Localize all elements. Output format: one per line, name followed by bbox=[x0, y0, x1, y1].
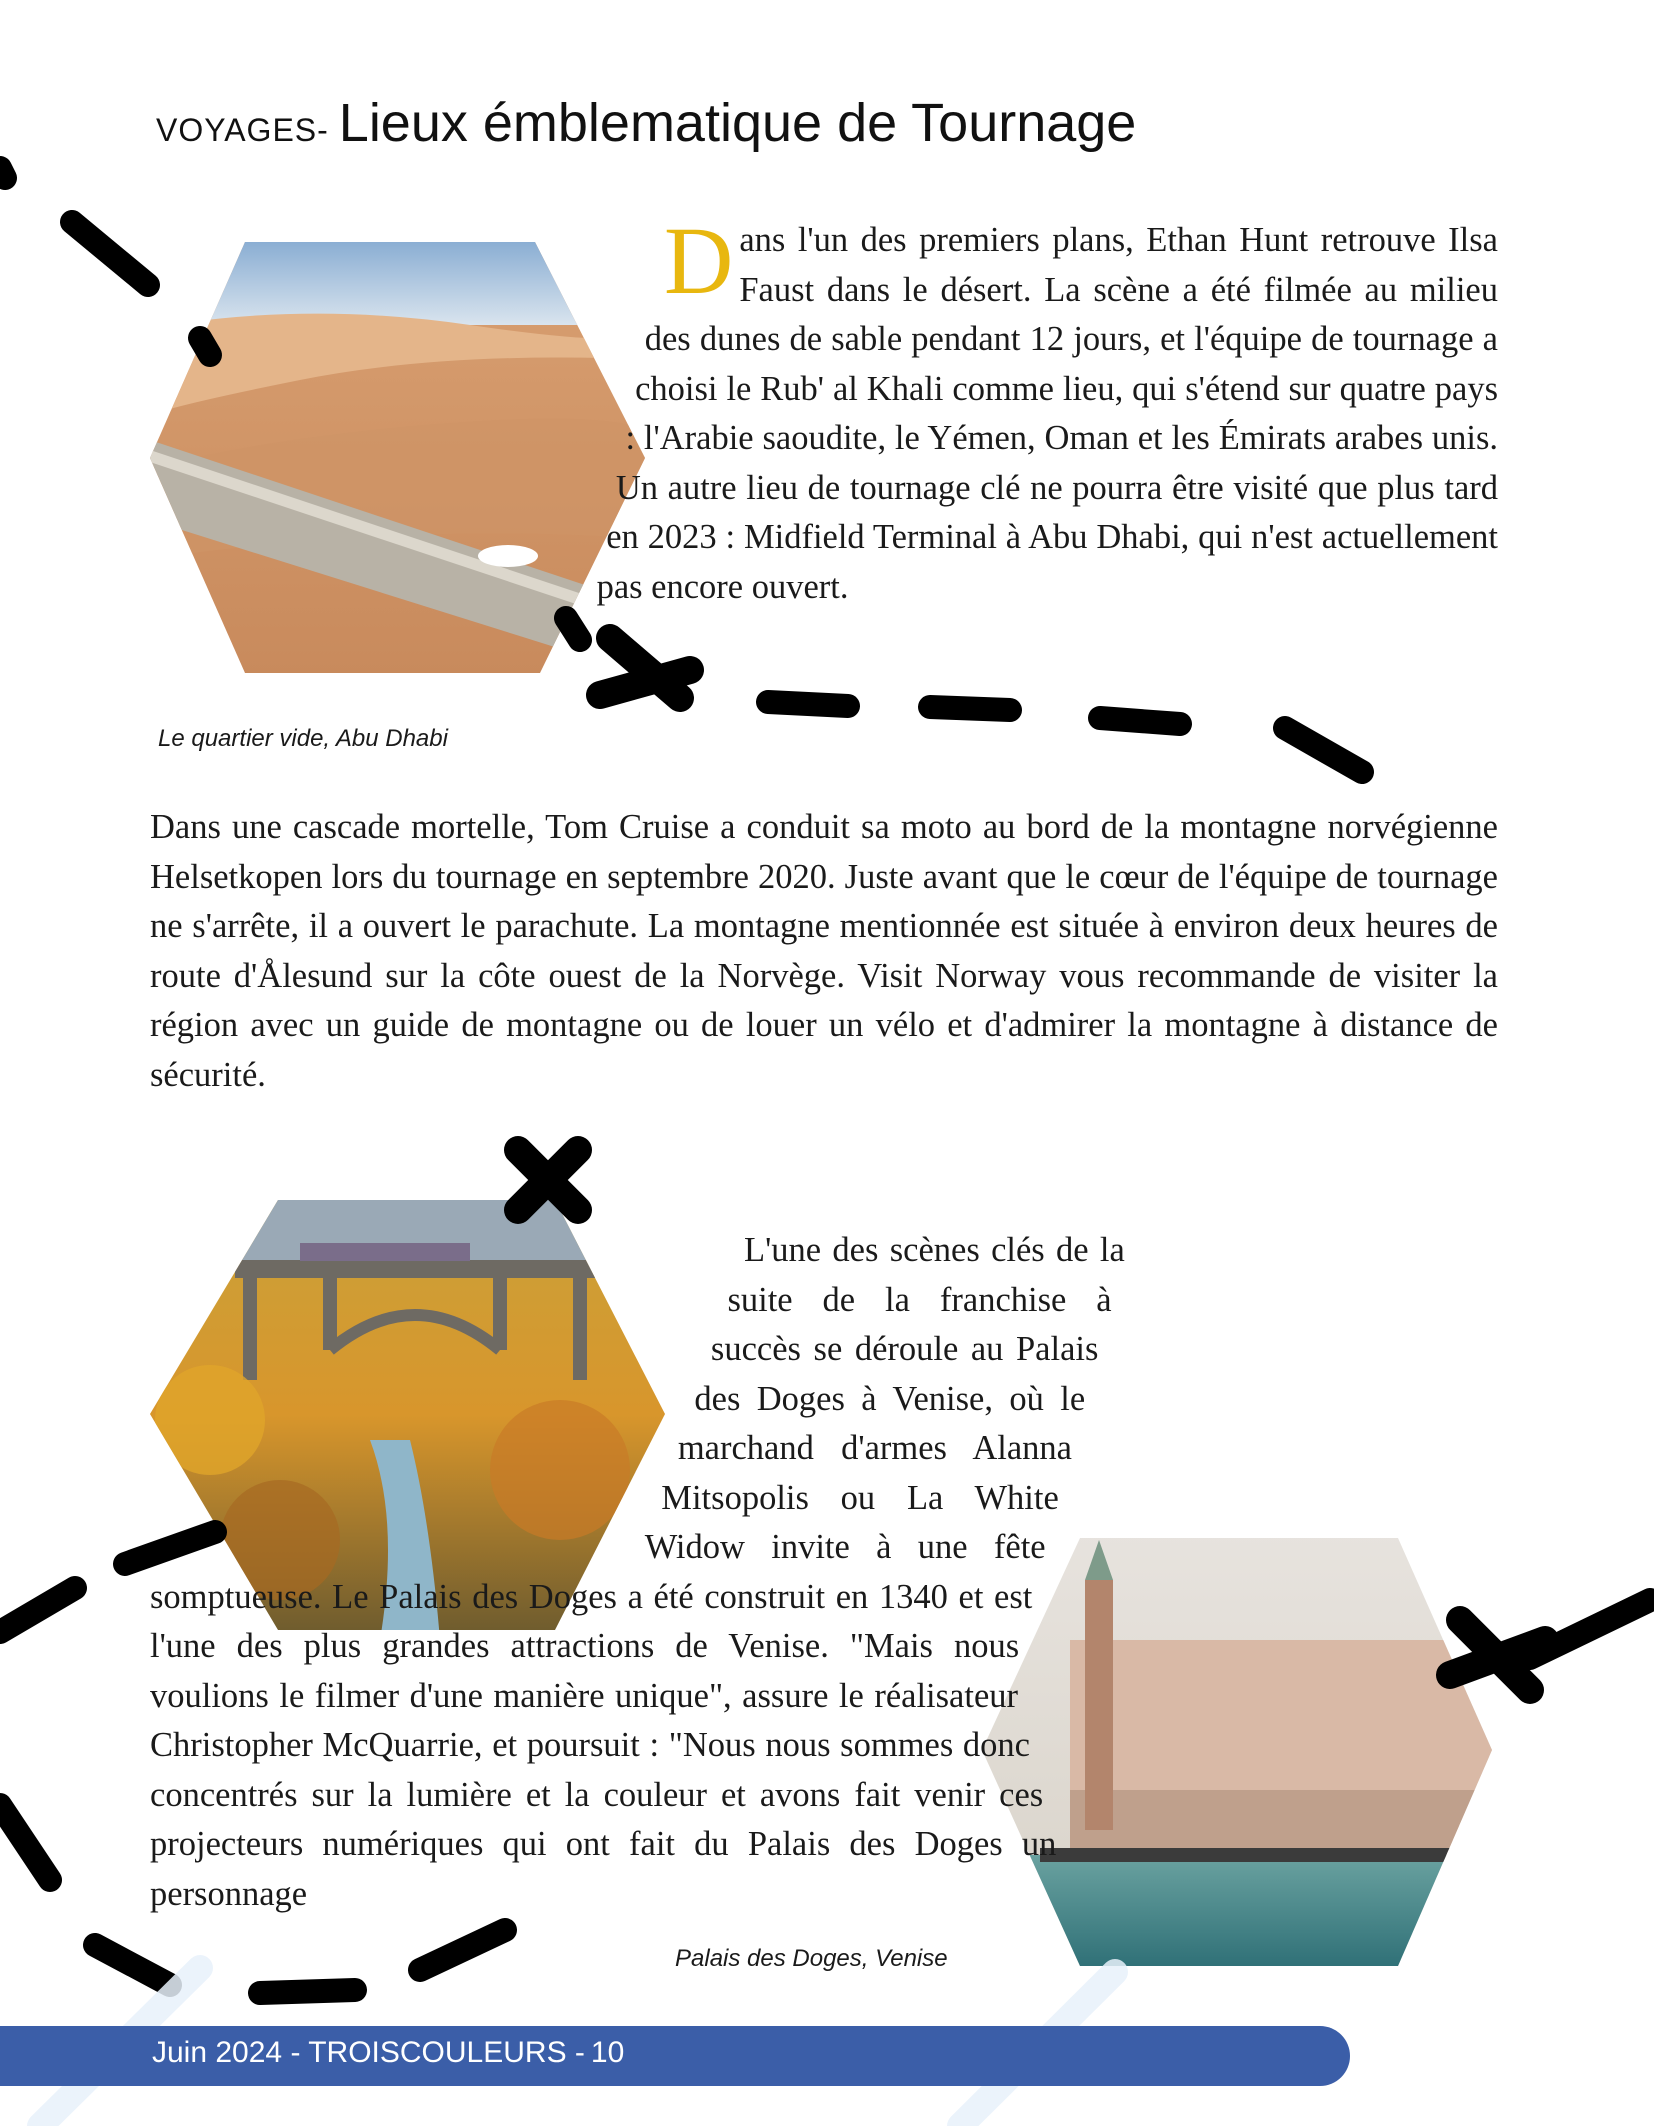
footer bbox=[152, 2036, 624, 2070]
footer-label: Juin 2024 - TROISCOULEURS - bbox=[152, 2036, 585, 2069]
text-wrap-shape-left bbox=[150, 1226, 744, 1546]
paragraph-desert-text: ans l'un des premiers plans, Ethan Hunt retrouve Ilsa Faust dans le désert. La scène a été filmée au milieu des dunes de sable pendant 12 jours, et l'équipe de tournage a choisi le Rub' al Khali comme lieu, qui s'étend sur quatre pays : l'Arabie saoudite, le Yémen, Oman et les Émirats arabes unis. Un autre lieu de tournage clé ne pourra être visité que plus tard en 2023 : Midfield Terminal à Abu Dhabi, qui n'est actuellement pas encore ouvert. bbox=[596, 221, 1498, 606]
article-header bbox=[156, 92, 1136, 154]
text-wrap-shape-right bbox=[1018, 1526, 1498, 2126]
desert-photo bbox=[140, 230, 667, 680]
section-kicker: VOYAGES- bbox=[156, 112, 329, 148]
drop-cap: D bbox=[664, 207, 734, 314]
page-title: Lieux émblematique de Tournage bbox=[338, 93, 1137, 153]
paragraph-norway: Dans une cascade mortelle, Tom Cruise a conduit sa moto au bord de la montagne norvégienne Helsetkopen lors du tournage en septembre 2020. Juste avant que le cœur de l'équipe de tournage ne s'arrête, il a ouvert le parachute. La montagne mentionnée est située à environ deux heures de route d'Ålesund sur la côte ouest de la Norvège. Visit Norway vous recommande de visiter la région avec un guide de montagne ou de louer un vélo et d'admirer la montagne à distance de sécurité. bbox=[150, 808, 1498, 1094]
paragraph-venice bbox=[150, 1226, 1498, 2126]
page-number: 10 bbox=[590, 2036, 625, 2069]
caption-desert: Le quartier vide, Abu Dhabi bbox=[158, 725, 448, 752]
caption-venice: Palais des Doges, Venise bbox=[675, 1945, 948, 1972]
paragraph-desert bbox=[592, 207, 1498, 612]
paragraph-venice-text: L'une des scènes clés de la suite de la franchise à succès se déroule au Palais des Doges à Venise, où le marchand d'armes Alanna Mitsopolis ou La White Widow invite à une fête somptueuse. Le Palais des Doges a été construit en 1340 et est l'une des plus grandes attractions de Venise. "Mais nous voulions le filmer d'une manière unique", assure le réalisateur Christopher McQuarrie, et poursuit : "Nous nous sommes donc concentrés sur la lumière et la couleur et avons fait venir ces projecteurs numériques qui ont fait du Palais des Doges un personnage bbox=[150, 1231, 1125, 1913]
